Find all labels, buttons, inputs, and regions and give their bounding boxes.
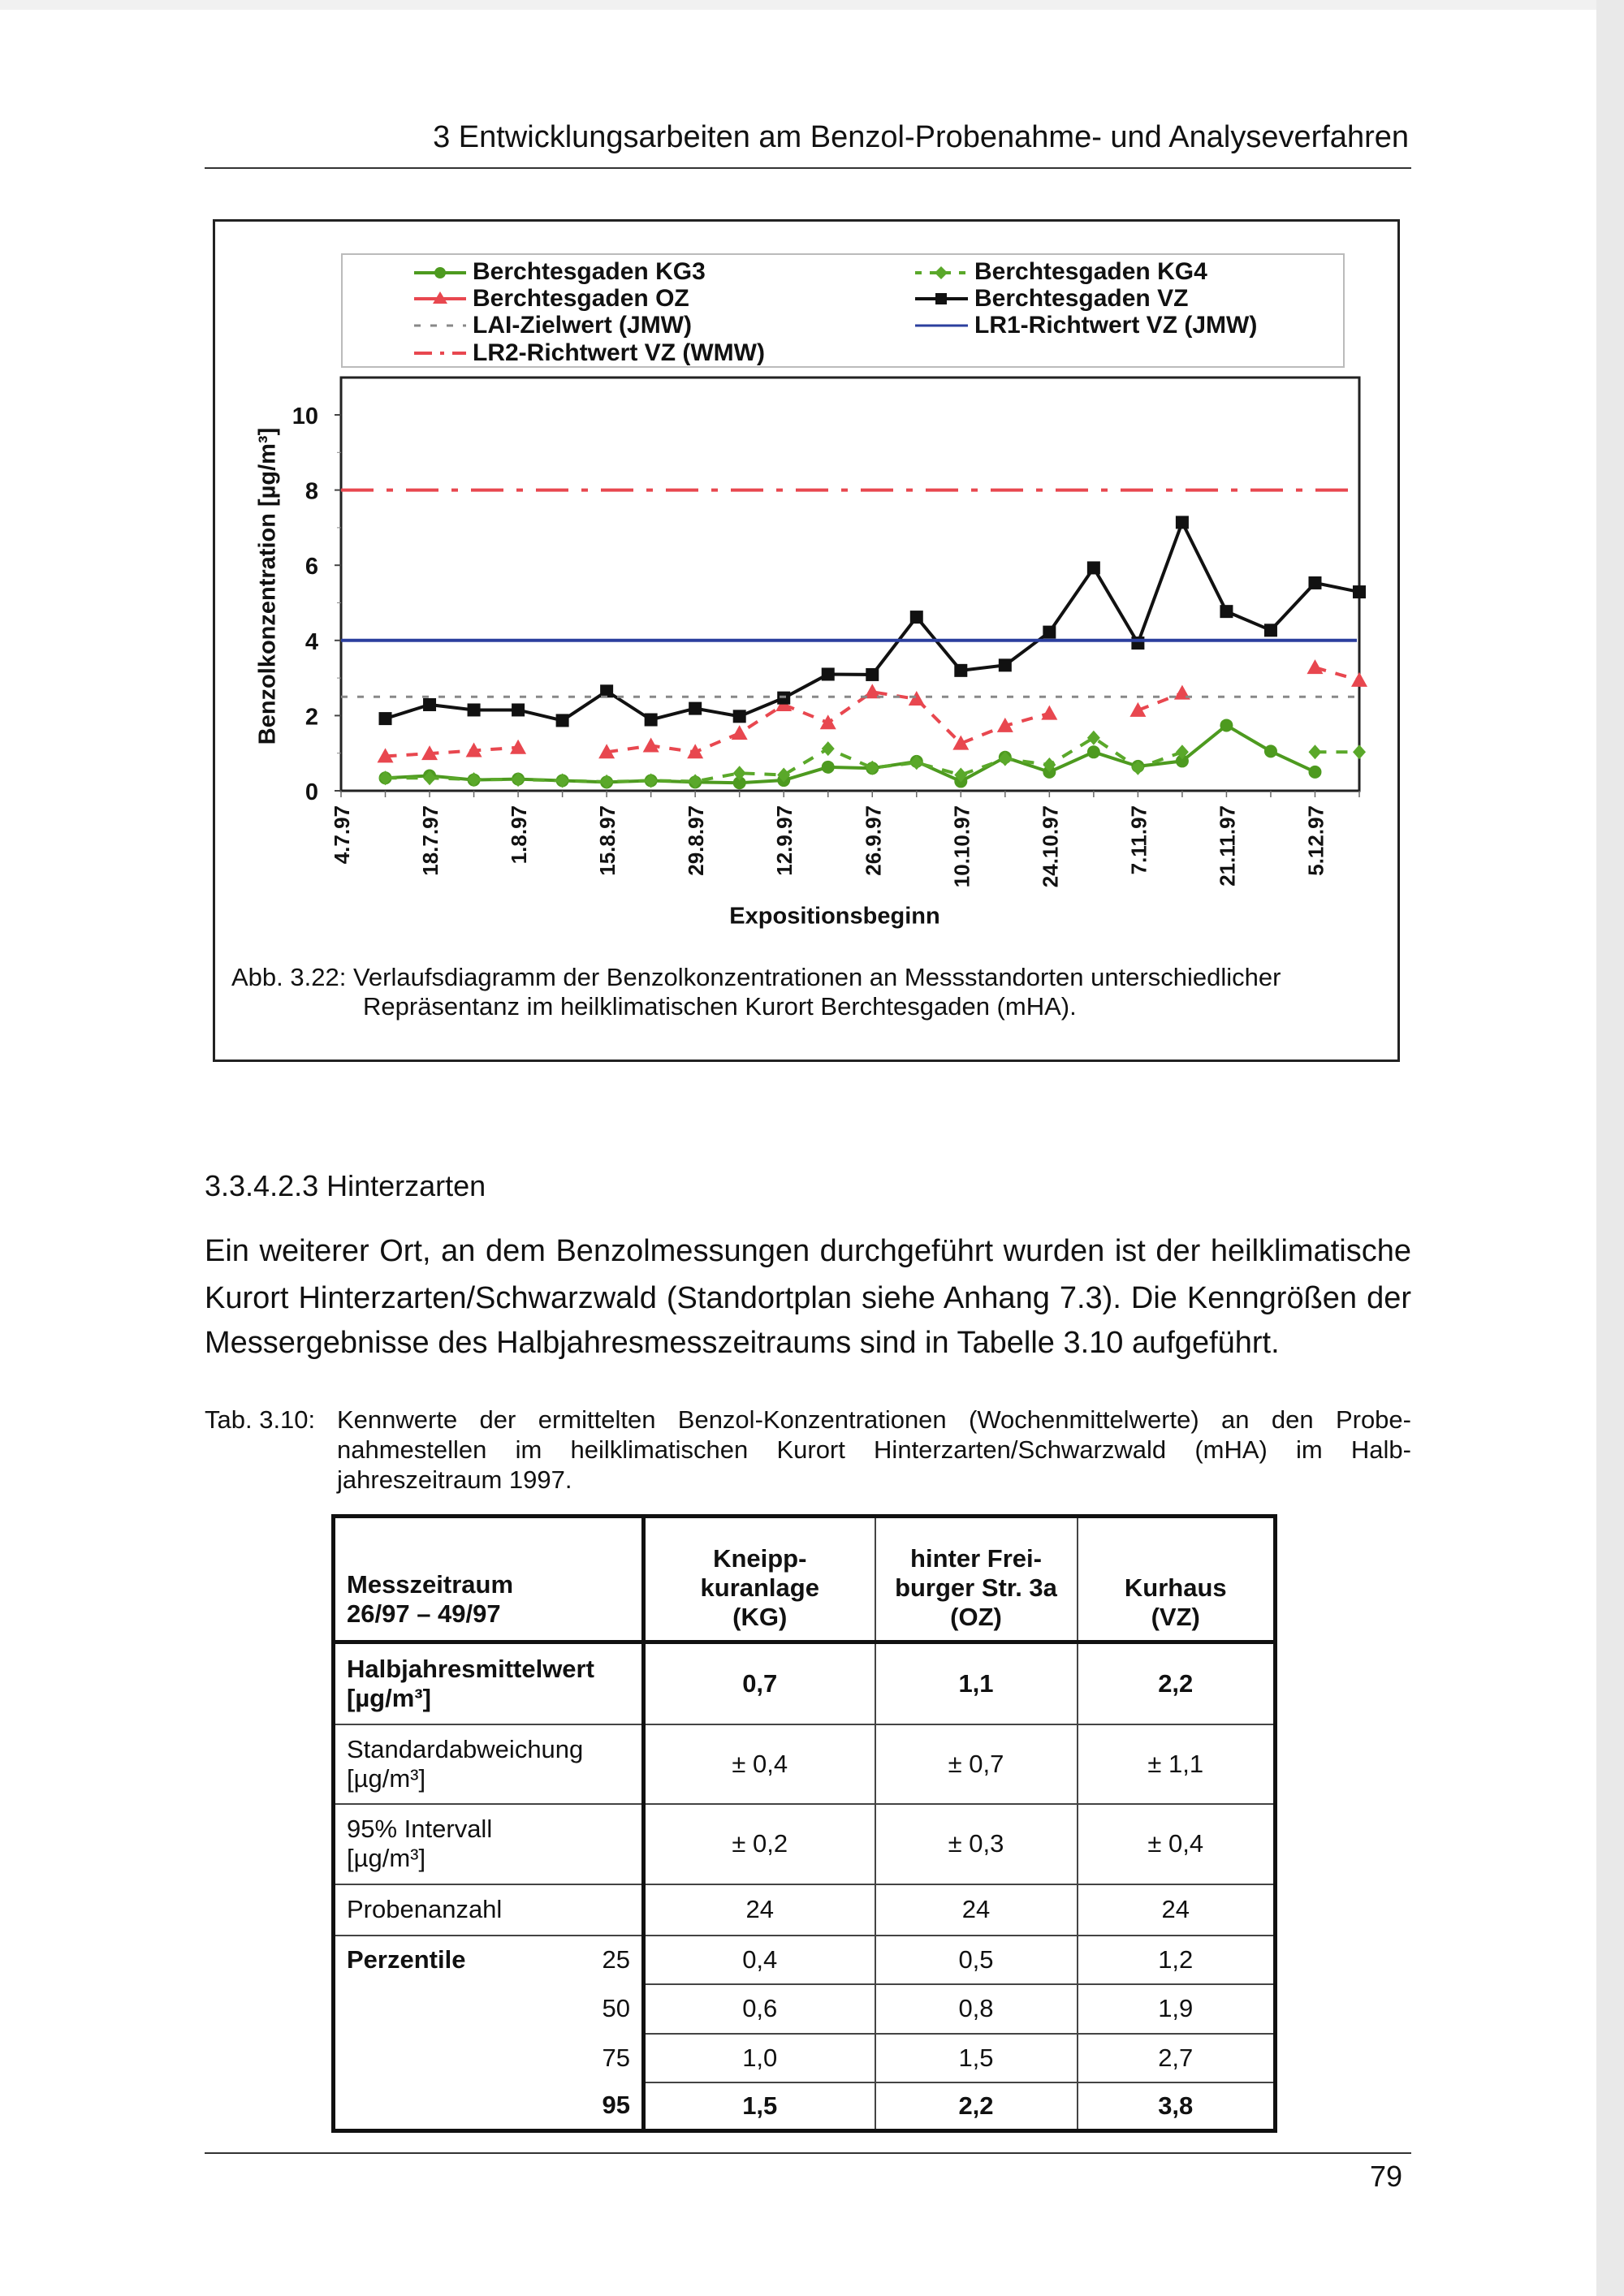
figure-caption-line2: Repräsentanz im heilklimatischen Kurort Berchtesgaden (mHA). <box>363 992 1077 1021</box>
page-number: 79 <box>1369 2160 1402 2193</box>
row-label: Probenanzahl <box>334 1884 644 1936</box>
data-point-berchtesgaden-kg3 <box>1220 719 1233 732</box>
row-label: Halbjahresmittelwert [µg/m³] <box>334 1642 644 1724</box>
percentile-row <box>334 1984 1276 2034</box>
data-point-berchtesgaden-oz <box>909 691 925 706</box>
legend-lr1: LR1-Richtwert VZ (JMW) <box>974 312 1258 339</box>
data-point-berchtesgaden-vz <box>379 712 392 725</box>
header-vz: Kurhaus (VZ) <box>1078 1517 1276 1642</box>
data-point-berchtesgaden-oz <box>732 725 748 740</box>
table-caption-line: nahmestellen im heilklimatischen Kurort Hinterzarten/Schwarzwald (mHA) im Halb- <box>337 1435 1411 1464</box>
cell-oz: 24 <box>875 1884 1078 1936</box>
section-heading: 3.3.4.2.3 Hinterzarten <box>205 1169 486 1202</box>
data-point-berchtesgaden-vz <box>1087 561 1100 574</box>
cell-vz: ± 0,4 <box>1078 1804 1276 1884</box>
data-point-berchtesgaden-vz <box>866 668 879 681</box>
header-oz: hinter Frei- burger Str. 3a (OZ) <box>875 1517 1078 1642</box>
data-point-berchtesgaden-kg4 <box>512 772 525 787</box>
y-tick-label: 6 <box>304 554 318 580</box>
x-tick-label: 5.12.97 <box>1303 805 1328 876</box>
legend-lr2: LR2-Richtwert VZ (WMW) <box>473 339 765 366</box>
cell-vz: 2,7 <box>1078 2034 1276 2082</box>
row-label: Perzentile 25 <box>334 1936 644 1984</box>
data-point-berchtesgaden-vz <box>954 664 967 677</box>
table-header-row <box>334 1517 1276 1642</box>
cell-oz: ± 0,3 <box>875 1804 1078 1884</box>
cell-vz: 24 <box>1078 1884 1276 1936</box>
data-point-berchtesgaden-kg4 <box>822 741 835 756</box>
data-point-berchtesgaden-vz <box>1131 637 1144 650</box>
cell-vz: ± 1,1 <box>1078 1724 1276 1804</box>
cell-oz: 0,5 <box>875 1936 1078 1984</box>
cell-vz: 1,9 <box>1078 1984 1276 2034</box>
series-line-berchtesgaden-oz <box>386 748 519 757</box>
x-tick-label: 1.8.97 <box>507 805 532 865</box>
x-tick-label: 10.10.97 <box>949 805 974 888</box>
figure-caption-line1: Abb. 3.22: Verlaufsdiagramm der Benzolkonzentrationen an Messstandorten unterschiedlicher <box>231 963 1281 991</box>
cell-vz: 2,2 <box>1078 1642 1276 1724</box>
data-point-berchtesgaden-kg4 <box>1308 744 1321 759</box>
y-tick-label: 10 <box>292 404 318 429</box>
percentile-label: 50 <box>334 1984 644 2034</box>
data-point-berchtesgaden-kg4 <box>1087 731 1100 745</box>
cell-kg: 0,4 <box>644 1936 875 1984</box>
data-point-berchtesgaden-kg3 <box>1087 745 1100 758</box>
x-tick-label: 12.9.97 <box>772 805 797 876</box>
paragraph-line: Ein weiterer Ort, an dem Benzolmessungen durchgeführt wurden ist der heilklimatische <box>205 1234 1411 1268</box>
table-row <box>334 1884 1276 1936</box>
line-chart <box>0 0 1624 974</box>
data-point-berchtesgaden-kg4 <box>600 775 613 789</box>
data-point-berchtesgaden-kg3 <box>822 761 835 774</box>
cell-oz: 1,5 <box>875 2034 1078 2082</box>
cell-oz: 0,8 <box>875 1984 1078 2034</box>
data-point-berchtesgaden-oz <box>1041 706 1057 720</box>
data-point-berchtesgaden-vz <box>1176 516 1189 529</box>
x-tick-label: 18.7.97 <box>418 805 443 876</box>
percentile-label: 95 <box>334 2082 644 2131</box>
cell-oz: 1,1 <box>875 1642 1078 1724</box>
data-point-berchtesgaden-vz <box>1308 576 1321 589</box>
paragraph-line: Kurort Hinterzarten/Schwarzwald (Standortplan siehe Anhang 7.3). Die Kenngrößen der <box>205 1281 1411 1315</box>
x-tick-label: 15.8.97 <box>595 805 620 876</box>
cell-kg: 24 <box>644 1884 875 1936</box>
legend-lai: LAI-Zielwert (JMW) <box>473 312 692 339</box>
running-header: 3 Entwicklungsarbeiten am Benzol-Probenahme- und Analyseverfahren <box>433 120 1409 154</box>
cell-vz: 3,8 <box>1078 2082 1276 2131</box>
data-point-berchtesgaden-kg3 <box>1264 744 1277 757</box>
x-axis-title: Expositionsbeginn <box>729 903 940 930</box>
percentile-label: 75 <box>334 2034 644 2082</box>
data-point-berchtesgaden-kg4 <box>866 761 879 775</box>
data-point-berchtesgaden-kg4 <box>1353 744 1366 759</box>
x-tick-label: 4.7.97 <box>330 805 354 865</box>
x-tick-label: 24.10.97 <box>1038 805 1063 888</box>
data-point-berchtesgaden-kg4 <box>733 766 746 780</box>
legend-vz: Berchtesgaden VZ <box>974 285 1189 312</box>
data-point-berchtesgaden-kg4 <box>468 772 481 787</box>
data-point-berchtesgaden-vz <box>1264 624 1277 637</box>
cell-vz: 1,2 <box>1078 1936 1276 1984</box>
x-tick-label: 26.9.97 <box>861 805 886 876</box>
x-tick-label: 29.8.97 <box>684 805 709 876</box>
data-point-berchtesgaden-vz <box>910 611 923 624</box>
data-point-berchtesgaden-oz <box>1351 672 1367 687</box>
cell-kg: 1,5 <box>644 2082 875 2131</box>
data-point-berchtesgaden-vz <box>689 702 702 715</box>
percentile-row <box>334 2034 1276 2082</box>
cell-oz: 2,2 <box>875 2082 1078 2131</box>
percentile-row <box>334 1936 1276 1984</box>
statistics-table <box>331 1514 1277 2133</box>
data-point-berchtesgaden-vz <box>556 714 569 727</box>
cell-kg: 0,6 <box>644 1984 875 2034</box>
y-axis-title: Benzolkonzentration [µg/m³] <box>254 427 281 745</box>
data-point-berchtesgaden-vz <box>733 710 746 723</box>
percentile-row <box>334 2082 1276 2131</box>
y-tick-label: 8 <box>304 478 318 505</box>
data-point-berchtesgaden-kg4 <box>645 773 658 788</box>
cell-kg: 0,7 <box>644 1642 875 1724</box>
data-point-berchtesgaden-vz <box>512 703 525 716</box>
row-label: 95% Intervall [µg/m³] <box>334 1804 644 1884</box>
data-point-berchtesgaden-vz <box>468 703 481 716</box>
data-point-berchtesgaden-vz <box>822 667 835 680</box>
data-point-berchtesgaden-kg4 <box>556 773 569 788</box>
data-point-berchtesgaden-vz <box>999 658 1012 671</box>
header-kg: Kneipp- kuranlage (KG) <box>644 1517 875 1642</box>
cell-kg: 1,0 <box>644 2034 875 2082</box>
table-row <box>334 1724 1276 1804</box>
header-period: Messzeitraum 26/97 – 49/97 <box>334 1517 644 1642</box>
data-point-berchtesgaden-oz <box>1307 659 1323 674</box>
table-label: Tab. 3.10: <box>205 1405 316 1434</box>
row-label: Standardabweichung [µg/m³] <box>334 1724 644 1804</box>
data-point-berchtesgaden-vz <box>423 698 436 711</box>
table-caption-line: jahreszeitraum 1997. <box>337 1465 572 1494</box>
data-point-berchtesgaden-vz <box>1220 605 1233 618</box>
cell-kg: ± 0,2 <box>644 1804 875 1884</box>
table-caption-line: Kennwerte der ermittelten Benzol-Konzentrationen (Wochenmittelwerte) an den Probe- <box>337 1405 1411 1434</box>
y-tick-label: 2 <box>304 704 318 731</box>
table-row <box>334 1642 1276 1724</box>
cell-oz: ± 0,7 <box>875 1724 1078 1804</box>
table-row <box>334 1804 1276 1884</box>
x-tick-label: 7.11.97 <box>1126 805 1151 875</box>
legend-oz: Berchtesgaden OZ <box>473 285 689 312</box>
legend-kg4: Berchtesgaden KG4 <box>974 258 1207 285</box>
paragraph-line: Messergebnisse des Halbjahresmesszeitraums sind in Tabelle 3.10 aufgeführt. <box>205 1326 1280 1360</box>
legend-kg3: Berchtesgaden KG3 <box>473 258 706 285</box>
x-tick-label: 21.11.97 <box>1215 805 1240 887</box>
y-tick-label: 4 <box>304 628 318 655</box>
y-tick-label: 0 <box>304 779 318 805</box>
data-point-berchtesgaden-vz <box>1043 626 1056 639</box>
data-point-berchtesgaden-vz <box>645 713 658 726</box>
cell-kg: ± 0,4 <box>644 1724 875 1804</box>
footer-rule <box>205 2152 1411 2154</box>
data-point-berchtesgaden-kg3 <box>1308 766 1321 779</box>
data-point-berchtesgaden-vz <box>1353 585 1366 598</box>
plot-area <box>341 378 1359 791</box>
data-point-berchtesgaden-kg4 <box>379 770 392 785</box>
